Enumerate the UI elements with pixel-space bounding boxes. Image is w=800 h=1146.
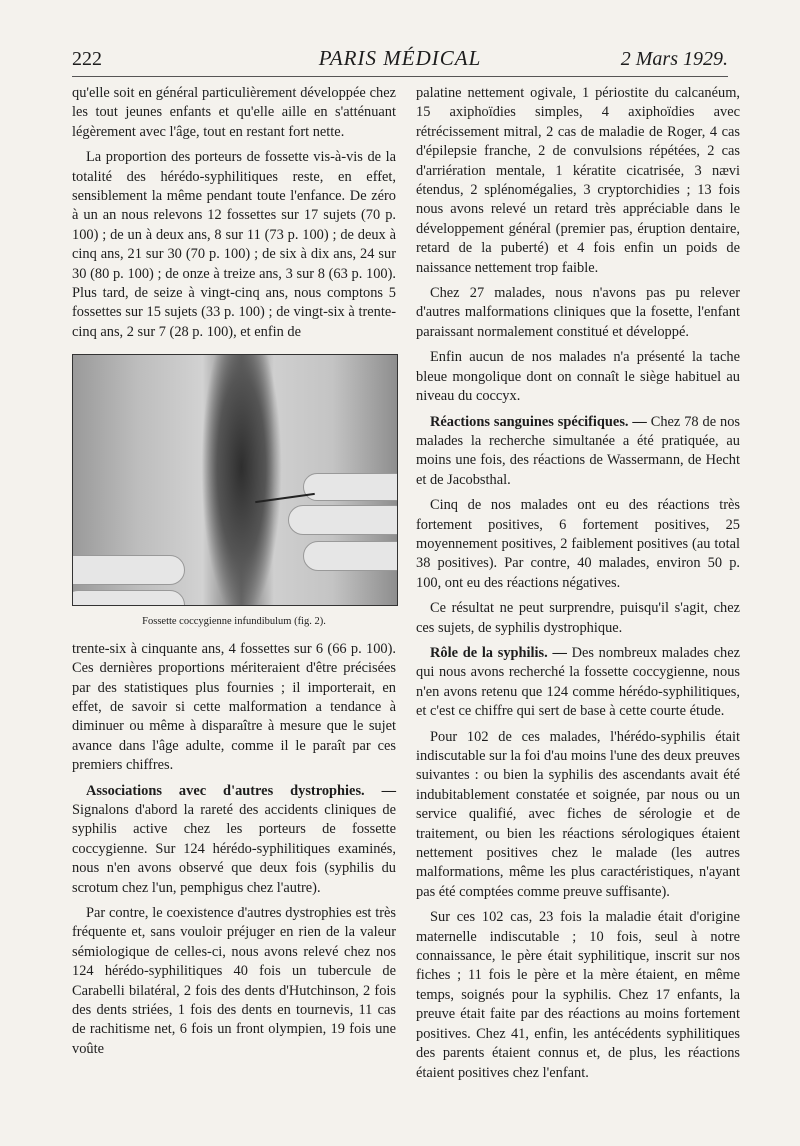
paragraph: Par contre, le coexistence d'autres dystrophies est très fréquente et, sans vouloir préjuger en rien de la valeur sémiologique de celles-ci, nous avons relevé chez nos 124 hérédo-syphilitiques 40 fois un tubercule de Carabelli bilatéral, 2 fois des dents d'Hutchinson, 2 fois des dents striées, 1 fois des dents en tournevis, 11 cas de rachitisme net, 6 fois un front olympien, 19 fois une voûte — [72, 904, 396, 1057]
section-heading: Réactions sanguines spécifiques. — — [430, 413, 647, 430]
paragraph: palatine nettement ogivale, 1 périostite du calcanéum, 15 axiphoïdies simples, 4 axiphoïdies avec rétrécissement mitral, 2 cas de maladie de Roger, 4 cas d'épilepsie franche, 2 de convulsions répétées, 2 cas d'arriération mentale, 1 kératite cicatrisée, 3 nævi étendus, 2 splénomégalies, 3 cryptorchidies ; 13 fois nous avons relevé un retard très appréciable dans le développement général (premier pas, éruption dentaire, retard de la puberté) et 4 fois enfin un poids de naissance nettement trop faible. — [416, 85, 740, 276]
figure-caption: Fossette coccygienne infundibulum (fig. 2). — [142, 616, 326, 628]
finger-shape — [303, 473, 398, 501]
page-number: 222 — [72, 48, 102, 70]
paragraph: Cinq de nos malades ont eu des réactions très fortement positives, 6 fortement positives, 25 moyennement positives, 2 faiblement positives (au total 38 positives). Par contre, 40 malades, environ 50 p. 100, ont eu des réactions négatives. — [416, 497, 740, 591]
page-header — [72, 46, 728, 77]
finger-shape — [303, 541, 398, 571]
pointer-arrow — [255, 493, 315, 503]
paragraph: Sur ces 102 cas, 23 fois la maladie était d'origine maternelle indiscutable ; 10 fois, seul à notre connaissance, le père était syphilitique, inscrit sur nos fiches ; 11 fois le père et la mère étaient, en même temps, soignés pour la syphilis. Chez 17 enfants, la preuve était faite par des réactions au moins fortement positives. Chez 41, enfin, les antécédents syphilitiques des parents étaient connus et, de plus, les réactions étaient positives chez l'enfant. — [416, 909, 740, 1081]
paragraph: La proportion des porteurs de fossette vis-à-vis de la totalité des hérédo-syphilitiques reste, en effet, sensiblement la même pendant toute l'enfance. De zéro à un an nous relevons 12 fossettes sur 17 sujets (70 p. 100) ; de un à deux ans, 8 sur 11 (73 p. 100) ; de deux à cinq ans, 21 sur 30 (70 p. 100) ; de six à dix ans, 24 sur 30 (80 p. 100) ; de onze à treize ans, 3 sur 8 (63 p. 100). Plus tard, de seize à vingt-cinq ans, nous comptons 5 fossettes sur 15 sujets (33 p. 100) ; de vingt-six à trente-cinq ans, 2 sur 7 (28 p. 100), et enfin de — [72, 149, 396, 340]
paragraph: trente-six à cinquante ans, 4 fossettes sur 6 (66 p. 100). Ces dernières proportions mériteraient d'être précisées par des statistiques plus fournies ; il importerait, en effet, de savoir si cette malformation a tendance à diminuer ou même à disparaître à mesure que le sujet avance dans l'âge adulte, comme il le paraît par ces premiers chiffres. — [72, 640, 396, 774]
paragraph — [416, 413, 740, 491]
left-column — [72, 84, 396, 1065]
paragraph-text: Signalons d'abord la rareté des accidents cliniques de syphilis active chez les porteurs de fossette coccygienne. Sur 124 hérédo-syphilitiques examinés, nous n'en avons observé que deux fois (syphilis du scrotum chez l'un, pemphigus chez l'autre). — [72, 801, 396, 896]
paragraph: qu'elle soit en général particulièrement développée chez les tout jeunes enfants et qu'elle aille en s'atténuant légèrement avec l'âge, tout en restant fort nette. — [72, 85, 396, 140]
journal-title: PARIS MÉDICAL — [318, 46, 482, 70]
issue-date: 2 Mars 1929. — [620, 48, 728, 70]
paragraph-text: Chez 78 de nos malades la recherche simultanée a été pratiquée, au moins une fois, des réactions de Wassermann, de Hecht et de Jacobsthal. — [416, 413, 740, 488]
clinical-photograph — [72, 354, 398, 606]
figure — [72, 354, 396, 631]
section-heading: Rôle de la syphilis. — — [430, 644, 567, 661]
paragraph: Chez 27 malades, nous n'avons pas pu relever d'autres malformations cliniques que la fosette, l'enfant paraissant normalement constitué et développé. — [416, 285, 740, 340]
paragraph: Enfin aucun de nos malades n'a présenté la tache bleue mongolique dont on connaît le siège habituel au niveau du coccyx. — [416, 349, 740, 405]
paragraph: Ce résultat ne peut surprendre, puisqu'il s'agit, chez ces sujets, de syphilis dystrophique. — [416, 600, 740, 636]
finger-shape — [288, 505, 398, 535]
right-column — [416, 84, 740, 1089]
paragraph — [72, 782, 396, 898]
section-heading: Associations avec d'autres dystrophies. — — [86, 782, 396, 799]
paragraph-text: Des nombreux malades chez qui nous avons recherché la fossette coccygienne, nous n'en avons retenu que 124 comme hérédo-syphilitiques, et c'est ce chiffre qui sert de base à cette courte étude. — [416, 644, 740, 720]
finger-shape — [72, 555, 185, 585]
paragraph: Pour 102 de ces malades, l'hérédo-syphilis était indiscutable sur la foi d'au moins l'une des deux preuves suivantes : ou bien la syphilis des ascendants avait été indubitablement constatée et soignée, par nous ou un service qualifié, avec fiches de sérologie et de traitement, ou bien les réactions sérologiques étaient nettement positives chez le malade (les autres malformations, même les plus caractéristiques, n'ayant pas été comptées comme preuve suffisante). — [416, 728, 740, 900]
finger-shape — [72, 590, 185, 606]
paragraph — [416, 644, 740, 722]
